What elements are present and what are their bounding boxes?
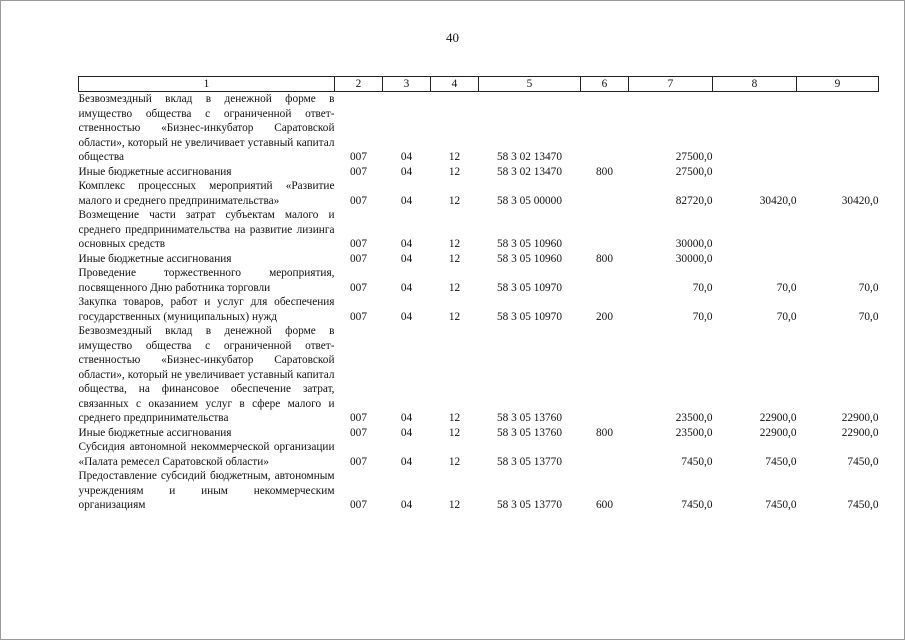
- page-number: 40: [446, 30, 459, 45]
- row-description: Проведение торжественного мероприятия, посвященного Дню работника торговли: [78, 267, 335, 294]
- column-header: 9: [797, 77, 879, 92]
- row-cell-6: [581, 324, 629, 426]
- row-cell-9: 22900,0: [841, 426, 879, 439]
- row-cell-2: 007: [350, 165, 367, 178]
- row-cell-5: 58 3 02 13470: [497, 165, 562, 178]
- row-cell-7: 27500,0: [675, 165, 713, 178]
- row-cell-6: [581, 92, 629, 165]
- row-cell-3: 04: [400, 238, 413, 250]
- row-cell-9: 70,0: [858, 281, 879, 294]
- row-cell-5: 58 3 05 10960: [497, 238, 562, 250]
- column-header: 5: [479, 77, 581, 92]
- row-cell-5: 58 3 05 13770: [497, 455, 562, 468]
- table-row: [79, 295, 879, 324]
- row-cell-3: 04: [400, 165, 413, 178]
- table-row: [79, 252, 879, 267]
- row-cell-4: 12: [448, 499, 461, 511]
- row-cell-2: 007: [350, 455, 367, 468]
- row-cell-3: 04: [400, 499, 413, 511]
- row-cell-6: [581, 179, 629, 208]
- column-header: 3: [383, 77, 431, 92]
- table-row: [79, 165, 879, 180]
- row-cell-7: 27500,0: [675, 151, 713, 163]
- row-cell-8: 70,0: [776, 281, 797, 294]
- row-cell-5: 58 3 05 13760: [497, 426, 562, 439]
- budget-table: [78, 76, 879, 513]
- row-cell-8: 7450,0: [765, 499, 797, 511]
- row-cell-3: 04: [400, 194, 413, 207]
- row-cell-3: 04: [400, 412, 413, 424]
- row-cell-2: 007: [350, 310, 367, 323]
- row-cell-7: 70,0: [692, 281, 713, 294]
- row-cell-2: 007: [350, 252, 367, 265]
- row-cell-2: 007: [350, 426, 367, 439]
- row-cell-7: 7450,0: [681, 455, 713, 468]
- row-description: Возмещение части затрат субъектам малого и среднего предпринимательства на развитие лизинга основных средств: [78, 209, 335, 250]
- row-cell-9: 7450,0: [847, 499, 879, 511]
- table-row: [79, 426, 879, 441]
- row-cell-5: 58 3 05 00000: [497, 194, 562, 207]
- row-cell-6: 800: [596, 426, 613, 439]
- row-description: Иные бюджетные ассигнования: [78, 252, 232, 265]
- table-row: [79, 440, 879, 469]
- row-cell-4: 12: [448, 310, 461, 323]
- row-cell-7: 7450,0: [681, 499, 713, 511]
- row-cell-4: 12: [448, 151, 461, 163]
- column-header: 6: [581, 77, 629, 92]
- table-row: [79, 92, 879, 165]
- row-cell-2: 007: [350, 238, 367, 250]
- row-cell-9: [797, 252, 879, 267]
- row-cell-4: 12: [448, 194, 461, 207]
- row-cell-9: [797, 165, 879, 180]
- row-cell-9: 70,0: [858, 310, 879, 323]
- row-cell-9: 22900,0: [841, 412, 879, 424]
- column-header: 2: [335, 77, 383, 92]
- row-cell-6: [581, 266, 629, 295]
- column-header: 4: [431, 77, 479, 92]
- row-cell-3: 04: [400, 252, 413, 265]
- row-cell-8: [713, 92, 797, 165]
- row-cell-2: 007: [350, 194, 367, 207]
- table-row: [79, 469, 879, 513]
- row-cell-5: 58 3 05 10970: [497, 310, 562, 323]
- row-description: Иные бюджетные ассигнования: [78, 426, 232, 439]
- row-cell-2: 007: [350, 412, 367, 424]
- row-description: Субсидия автономной некоммерческой организации «Палата ремесел Саратовской области»: [78, 441, 335, 468]
- row-cell-2: 007: [350, 151, 367, 163]
- row-cell-8: 7450,0: [765, 455, 797, 468]
- row-description: Закупка товаров, работ и услуг для обеспечения государственных (муниципальных) нужд: [78, 296, 335, 323]
- table-row: [79, 266, 879, 295]
- row-cell-4: 12: [448, 455, 461, 468]
- row-cell-7: 30000,0: [675, 238, 713, 250]
- column-header: 1: [79, 77, 335, 92]
- row-description: Безвозмездный вклад в денежной форме в имущество общества с ограниченной ответственностью «Бизнес-инкубатор Саратовской области», который не увеличивает уставный капитал общества: [78, 93, 335, 163]
- column-header: 7: [629, 77, 713, 92]
- row-cell-4: 12: [448, 412, 461, 424]
- row-cell-3: 04: [400, 151, 413, 163]
- row-cell-7: 70,0: [692, 310, 713, 323]
- row-cell-4: 12: [448, 252, 461, 265]
- row-cell-2: 007: [350, 499, 367, 511]
- row-cell-6: 800: [596, 252, 613, 265]
- table-row: [79, 324, 879, 426]
- row-cell-8: 30420,0: [759, 194, 797, 207]
- row-cell-9: 30420,0: [841, 194, 879, 207]
- row-cell-5: 58 3 05 10960: [497, 252, 562, 265]
- row-cell-5: 58 3 05 13770: [497, 499, 562, 511]
- row-cell-4: 12: [448, 281, 461, 294]
- row-cell-3: 04: [400, 281, 413, 294]
- row-cell-4: 12: [448, 238, 461, 250]
- row-cell-8: 22900,0: [759, 426, 797, 439]
- row-cell-2: 007: [350, 281, 367, 294]
- row-description: Безвозмездный вклад в денежной форме в имущество общества с ограниченной ответственностью «Бизнес-инкубатор Саратовской области», который не увеличивает уставный капитал общества, на финансовое обеспечение затрат, связанных с оказанием услуг в сфере малого и среднего предпринимательства: [78, 325, 335, 424]
- row-cell-3: 04: [400, 455, 413, 468]
- row-cell-3: 04: [400, 310, 413, 323]
- row-cell-4: 12: [448, 165, 461, 178]
- row-cell-5: 58 3 05 10970: [497, 281, 562, 294]
- row-cell-6: 600: [596, 499, 613, 511]
- header-row: [79, 77, 879, 92]
- row-cell-6: 800: [596, 165, 613, 178]
- row-description: Предоставление субсидий бюджетным, автономным учреждениям и иным некоммерческим организациям: [78, 470, 335, 511]
- row-cell-7: 82720,0: [675, 194, 713, 207]
- row-cell-5: 58 3 05 13760: [497, 412, 562, 424]
- table-row: [79, 179, 879, 208]
- row-cell-8: [713, 208, 797, 252]
- row-cell-9: [797, 92, 879, 165]
- row-cell-5: 58 3 02 13470: [497, 151, 562, 163]
- row-cell-9: 7450,0: [847, 455, 879, 468]
- table-row: [79, 208, 879, 252]
- row-cell-6: [581, 440, 629, 469]
- row-cell-3: 04: [400, 426, 413, 439]
- row-description: Иные бюджетные ассигнования: [78, 165, 232, 178]
- row-cell-6: 200: [596, 310, 613, 323]
- row-cell-4: 12: [448, 426, 461, 439]
- row-cell-7: 23500,0: [675, 426, 713, 439]
- column-header: 8: [713, 77, 797, 92]
- row-cell-8: [713, 252, 797, 267]
- row-description: Комплекс процессных мероприятий «Развитие малого и среднего предпринимательства»: [78, 180, 335, 207]
- row-cell-7: 30000,0: [675, 252, 713, 265]
- row-cell-8: 22900,0: [759, 412, 797, 424]
- row-cell-6: [581, 208, 629, 252]
- row-cell-8: [713, 165, 797, 180]
- row-cell-9: [797, 208, 879, 252]
- row-cell-7: 23500,0: [675, 412, 713, 424]
- row-cell-8: 70,0: [776, 310, 797, 323]
